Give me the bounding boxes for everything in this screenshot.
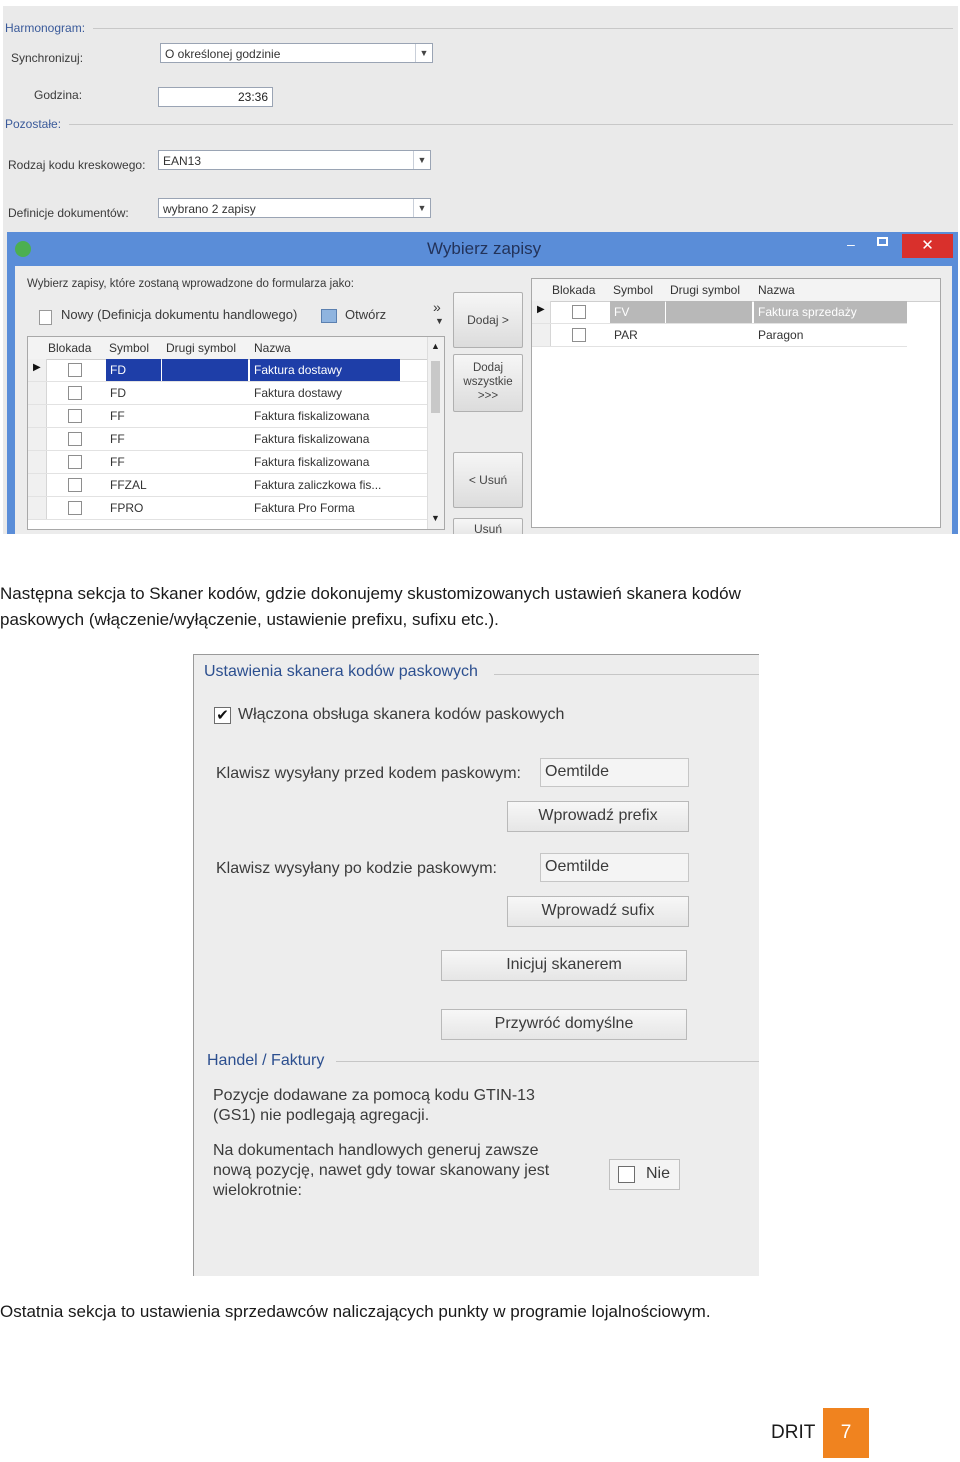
minimize-icon[interactable]: – xyxy=(847,236,855,252)
divider xyxy=(494,674,759,675)
col-header-nazwa[interactable]: Nazwa xyxy=(758,283,795,297)
new-position-line: wielokrotnie: xyxy=(213,1182,302,1199)
new-doc-icon xyxy=(39,310,52,325)
col-header-symbol[interactable]: Symbol xyxy=(109,341,150,355)
divider xyxy=(93,28,953,29)
paragraph-loyalty: Ostatnia sekcja to ustawienia sprzedawców naliczających punkty w programie lojalnościowym. xyxy=(0,1302,711,1321)
docdef-combo[interactable] xyxy=(158,198,431,218)
gtin-info-line: (GS1) nie podlegają agregacji. xyxy=(213,1107,430,1124)
suffix-field[interactable]: Oemtilde xyxy=(540,853,689,882)
dialog-instruction: Wybierz zapisy, które zostaną wprowadzone do formularza jako: xyxy=(27,278,354,290)
col-header-blokada[interactable]: Blokada xyxy=(552,283,596,297)
checkbox[interactable] xyxy=(572,305,586,319)
cell-symbol: FD xyxy=(110,386,126,400)
add-all-label-1: Dodaj xyxy=(472,362,504,374)
available-records-grid xyxy=(27,336,445,530)
checkbox[interactable] xyxy=(68,409,82,423)
enable-label: Włączona obsługa skanera kodów paskowych xyxy=(238,706,565,723)
add-all-label-2: wszystkie xyxy=(463,376,513,388)
table-row[interactable] xyxy=(532,324,907,347)
chevron-down-icon[interactable]: ▼ xyxy=(431,513,440,523)
dialog-titlebar xyxy=(7,232,958,266)
add-all-button[interactable] xyxy=(453,354,523,412)
checkbox[interactable] xyxy=(68,478,82,492)
sync-label: Synchronizuj: xyxy=(11,51,84,65)
pozostale-label: Pozostałe: xyxy=(5,117,62,131)
cell-nazwa: Faktura sprzedaży xyxy=(758,305,857,319)
remove-all-button[interactable]: Usuń xyxy=(453,518,523,534)
select-records-dialog xyxy=(7,232,958,534)
restore-defaults-button[interactable]: Przywróć domyślne xyxy=(441,1009,687,1040)
table-row[interactable] xyxy=(28,359,428,382)
cell-nazwa: Faktura Pro Forma xyxy=(254,501,355,515)
barcode-value: EAN13 xyxy=(163,154,202,168)
harmonogram-label: Harmonogram: xyxy=(5,21,86,35)
more-button[interactable]: » xyxy=(433,299,441,315)
remove-button[interactable]: < Usuń xyxy=(453,452,523,508)
checkbox[interactable] xyxy=(68,455,82,469)
paragraph-line: paskowych (włączenie/wyłączenie, ustawienie prefixu, sufixu etc.). xyxy=(0,610,499,629)
cell-symbol: FF xyxy=(110,432,125,446)
table-row[interactable] xyxy=(28,497,428,520)
cell-symbol: FFZAL xyxy=(110,478,147,492)
enter-prefix-button[interactable]: Wprowadź prefix xyxy=(507,801,689,832)
section-title: Ustawienia skanera kodów paskowych xyxy=(204,663,478,680)
table-row[interactable] xyxy=(28,428,428,451)
cell-nazwa: Faktura fiskalizowana xyxy=(254,432,370,446)
row-pointer-icon: ▶ xyxy=(33,362,41,373)
selected-records-grid xyxy=(531,278,941,528)
cell-symbol: FV xyxy=(614,305,630,319)
handel-section-title: Handel / Faktury xyxy=(207,1052,325,1069)
new-position-toggle[interactable] xyxy=(609,1159,680,1190)
row-pointer-icon: ▶ xyxy=(537,304,545,315)
grid-header xyxy=(532,279,940,302)
open-button[interactable]: Otwórz xyxy=(345,307,387,322)
scrollbar-thumb[interactable] xyxy=(431,361,440,413)
new-position-line: nową pozycję, nawet gdy towar skanowany jest xyxy=(213,1162,550,1179)
checkbox[interactable] xyxy=(572,328,586,342)
suffix-label: Klawisz wysyłany po kodzie paskowym: xyxy=(216,860,497,877)
vertical-scrollbar[interactable] xyxy=(427,337,444,530)
cell-nazwa: Faktura fiskalizowana xyxy=(254,455,370,469)
gtin-info-line: Pozycje dodawane za pomocą kodu GTIN-13 xyxy=(213,1087,535,1104)
table-row[interactable] xyxy=(28,451,428,474)
barcode-combo[interactable] xyxy=(158,150,431,170)
prefix-label: Klawisz wysyłany przed kodem paskowym: xyxy=(216,765,521,782)
toggle-label: Nie xyxy=(646,1165,671,1182)
page-number: 7 xyxy=(823,1408,869,1458)
col-header-blokada[interactable]: Blokada xyxy=(48,341,92,355)
dialog-body xyxy=(15,266,952,534)
cell-symbol: FF xyxy=(110,409,125,423)
chevron-down-icon[interactable]: ▼ xyxy=(413,151,430,169)
godzina-label: Godzina: xyxy=(34,88,83,102)
add-all-label-3: >>> xyxy=(477,390,499,402)
prefix-field[interactable]: Oemtilde xyxy=(540,758,689,787)
footer-brand: DRIT xyxy=(771,1422,816,1443)
sync-combo[interactable] xyxy=(160,43,433,63)
cell-symbol: FF xyxy=(110,455,125,469)
cell-nazwa: Faktura zaliczkowa fis... xyxy=(254,478,382,492)
screenshot-sync-settings xyxy=(3,6,958,534)
enable-checkbox[interactable]: ✔ xyxy=(214,707,231,724)
docdef-label: Definicje dokumentów: xyxy=(8,206,129,220)
paragraph-intro xyxy=(0,581,741,633)
cell-nazwa: Paragon xyxy=(758,328,804,342)
col-header-nazwa[interactable]: Nazwa xyxy=(254,341,291,355)
chevron-down-icon[interactable]: ▼ xyxy=(413,199,430,217)
gtin-info xyxy=(213,1086,535,1126)
checkbox[interactable] xyxy=(618,1166,635,1183)
close-icon[interactable]: ✕ xyxy=(902,234,953,258)
checkbox[interactable] xyxy=(68,432,82,446)
grid-header xyxy=(28,337,444,360)
checkbox[interactable] xyxy=(68,386,82,400)
new-position-label xyxy=(213,1141,549,1201)
table-row[interactable] xyxy=(28,405,428,428)
chevron-up-icon[interactable]: ▲ xyxy=(431,341,440,351)
table-row[interactable] xyxy=(28,474,428,497)
godzina-input[interactable]: 23:36 xyxy=(158,87,273,107)
paragraph-line: Następna sekcja to Skaner kodów, gdzie dokonujemy skustomizowanych ustawień skanera kodów xyxy=(0,584,741,603)
col-header-drugi-symbol[interactable]: Drugi symbol xyxy=(670,283,741,297)
cell-symbol: FD xyxy=(110,363,126,377)
sync-value: O określonej godzinie xyxy=(165,47,281,61)
screenshot-barcode-scanner-settings xyxy=(193,654,759,1276)
cell-nazwa: Faktura dostawy xyxy=(254,363,343,377)
open-icon xyxy=(321,309,337,323)
enter-suffix-button[interactable]: Wprowadź sufix xyxy=(507,896,689,927)
dialog-title: Wybierz zapisy xyxy=(427,239,542,258)
cell-nazwa: Faktura dostawy xyxy=(254,386,343,400)
col-header-drugi-symbol[interactable]: Drugi symbol xyxy=(166,341,237,355)
new-button[interactable]: Nowy (Definicja dokumentu handlowego) xyxy=(61,307,298,322)
col-header-symbol[interactable]: Symbol xyxy=(613,283,654,297)
docdef-value: wybrano 2 zapisy xyxy=(163,202,256,216)
new-position-line: Na dokumentach handlowych generuj zawsze xyxy=(213,1142,539,1159)
chevron-down-icon[interactable]: ▼ xyxy=(435,316,444,326)
cell-symbol: PAR xyxy=(614,328,638,342)
checkbox[interactable] xyxy=(68,501,82,515)
barcode-label: Rodzaj kodu kreskowego: xyxy=(8,158,146,172)
divider xyxy=(336,1061,759,1062)
add-button[interactable]: Dodaj > xyxy=(453,292,523,348)
cell-nazwa: Faktura fiskalizowana xyxy=(254,409,370,423)
table-row[interactable] xyxy=(532,301,907,324)
maximize-icon[interactable] xyxy=(877,237,888,246)
init-scanner-button[interactable]: Inicjuj skanerem xyxy=(441,950,687,981)
chevron-down-icon[interactable]: ▼ xyxy=(415,44,432,62)
app-icon xyxy=(15,241,31,257)
divider xyxy=(69,124,953,125)
cell-symbol: FPRO xyxy=(110,501,144,515)
checkbox[interactable] xyxy=(68,363,82,377)
table-row[interactable] xyxy=(28,382,428,405)
